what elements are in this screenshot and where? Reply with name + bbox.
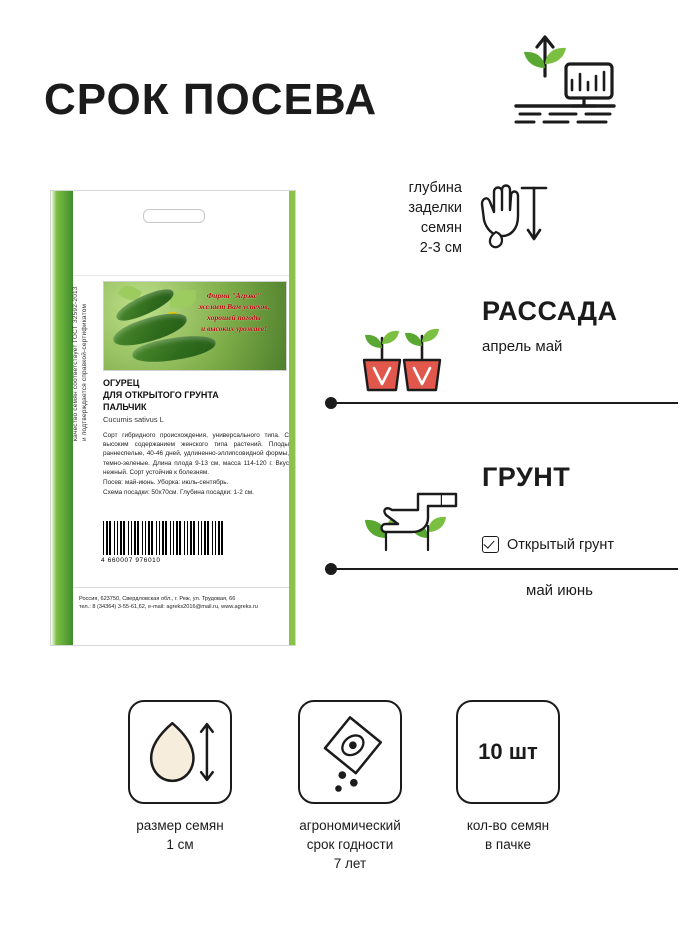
card-seed-size [128,700,232,804]
packet-green-edge-right [289,191,295,645]
seed-size-caption-line2: 1 см [166,837,194,852]
barcode-number: 4 660007 976010 [101,557,161,564]
expiry-caption-line2: срок годности [306,837,394,852]
planting-scheme: Схема посадки: 50х70см. Глубина посадки: 1-2 см. [103,489,254,497]
packet-certificate-line1: качество семян соответствует ГОСТ 32592-2013 [72,286,79,441]
card-expiry [298,700,402,804]
packet-divider [73,587,289,588]
seed-count-value: 10 шт [478,739,538,764]
seed-packet-image [50,190,296,646]
depth-label-line2: заделки [408,200,462,216]
hand-seed-depth-icon [472,180,548,250]
seedling-pots-icon [356,314,464,398]
info-cards [0,700,700,900]
seed-count-caption-line1: кол-во семян [466,818,550,833]
promo-line-3: хорошей погоды [207,313,261,322]
seed-count-caption-line2: в пачке [484,837,532,852]
manufacturer-contacts: тел.: 8 (34364) 3-55-61,62, e-mail: agreks2016@mail.ru, www.agreks.ru [79,604,258,610]
sprout-monitor-icon [510,30,620,140]
section-ground-period: май июнь [526,582,593,599]
packet-top-band [73,191,289,276]
packet-certificate-line2: и подтверждается справкой-сертификатом [81,303,88,441]
seed-size-caption-line1: размер семян [136,818,224,833]
card-seed-count-caption [423,816,593,854]
depth-label-line3: семян [420,220,462,236]
depth-value: 2-3 см [419,240,462,256]
depth-label-line1: глубина [408,180,462,196]
open-ground-label: Открытый грунт [507,536,615,553]
card-expiry-caption [265,816,435,873]
barcode [103,521,223,555]
page-title: СРОК ПОСЕВА [44,75,378,124]
open-ground-option[interactable] [482,536,614,553]
packet-certificate-text [71,211,89,441]
packet-description [103,431,289,498]
product-name-line1: ОГУРЕЦ [103,378,140,388]
packet-green-edge [51,191,73,645]
packet-product-name [103,377,289,413]
sowing-depth-block [352,178,612,258]
card-seed-count [456,700,560,804]
expiry-caption-line1: агрономический [299,818,401,833]
promo-line-2: желает Вам успехов, [198,302,270,311]
header [0,0,700,160]
promo-line-1: Фирма "Агрэкс" [206,291,262,300]
product-name-line3: ПАЛЬЧИК [103,402,147,412]
packet-manufacturer-info [79,595,289,611]
expiry-caption-line3: 7 лет [333,856,367,871]
promo-line-4: и высоких урожаев! [200,324,268,333]
timeline-line [330,568,678,570]
section-seedling-period: апрель май [482,338,563,355]
packet-promo-text [186,290,282,334]
section-ground-title: ГРУНТ [482,462,571,492]
manufacturer-address: Россия, 623750, Свердловская обл., г. Реж, ул. Трудовая, 66 [79,596,236,602]
seed-packet-expiry-icon [300,702,400,802]
packet-cucumber-photo [103,281,287,371]
checkbox-checked-icon[interactable] [482,536,499,553]
seed-size-icon [130,702,230,802]
hand-planting-icon [356,480,464,564]
section-seedling-title: РАССАДА [482,296,618,326]
packet-latin-name: Cucumis sativus L [103,415,164,424]
description-paragraph: Сорт гибридного происхождения, универсального типа. С высоким содержанием женского типа растений. Плоды раннеспелые, 40-46 дней, удлиненно-эллипсовидной формы, темно-зеленые. Длина плода 9-13 см, масса 114-120 г. Вкус нежный. Сорт устойчив к болезням. [103,432,289,476]
sowing-depth-label [352,178,462,258]
sowing-info: Посев: май-июнь. Уборка: июль-сентябрь. [103,479,229,487]
timeline-line [330,402,678,404]
product-name-line2: ДЛЯ ОТКРЫТОГО ГРУНТА [103,390,219,400]
packet-hang-hole [143,209,205,223]
card-seed-size-caption [95,816,265,854]
